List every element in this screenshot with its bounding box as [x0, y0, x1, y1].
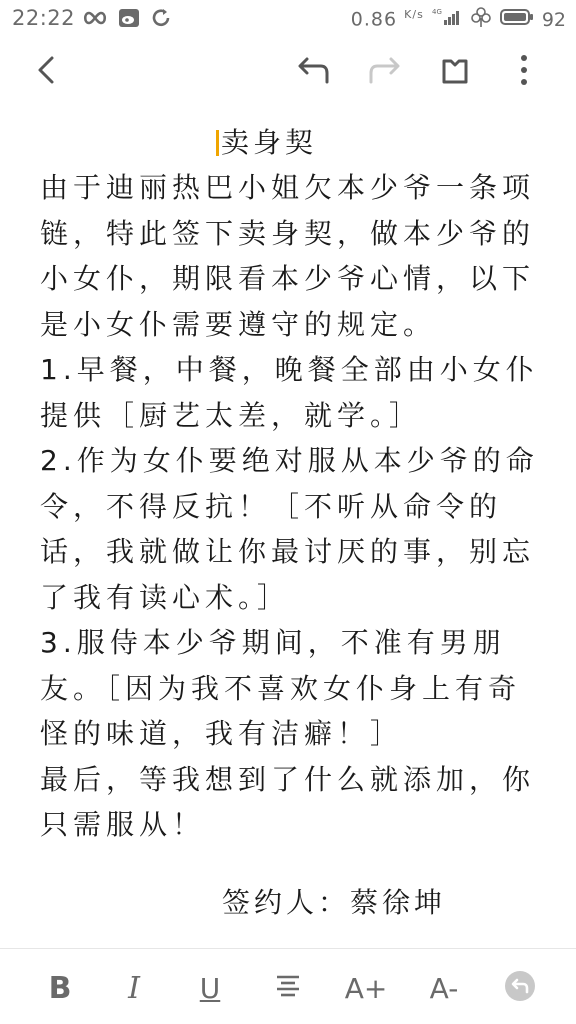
- document-signature[interactable]: 签约人：蔡徐坤: [222, 886, 447, 919]
- align-button[interactable]: [264, 964, 312, 1012]
- sync-icon: [150, 7, 172, 33]
- back-arrow-icon: [34, 55, 58, 89]
- redo-icon: [369, 56, 403, 88]
- battery-icon: [500, 8, 534, 31]
- bold-button[interactable]: B: [48, 970, 72, 1006]
- document-body[interactable]: 由于迪丽热巴小姐欠本少爷一条项链，特此签下卖身契，做本少爷的小女仆，期限看本少爷心情，以下是小女仆需要遵守的规定。 1.早餐，中餐，晚餐全部由小女仆提供［厨艺太差，就学。］ 2.作为女仆要绝对服从本少爷的命令，不得反抗！［不听从命令的话，我就做让你最讨厌的事，别忘了我有读心术。］ 3.服侍本少爷期间，不准有男朋友。［因为我不喜欢女仆身上有奇怪的味道，我有洁癖！］ 最后，等我想到了什么就添加，你只需服从！: [40, 171, 539, 841]
- status-right: [351, 6, 566, 33]
- net-speed: [351, 8, 424, 30]
- italic-button[interactable]: I: [128, 970, 140, 1006]
- document-title-text: 卖身契: [221, 126, 318, 159]
- document-title[interactable]: [216, 120, 317, 165]
- more-icon: [519, 54, 529, 90]
- status-left-icons: [82, 7, 172, 33]
- status-time: 22:22: [12, 6, 76, 30]
- redo-button[interactable]: [364, 50, 408, 94]
- font-increase-button[interactable]: A+: [344, 971, 388, 1005]
- back-button[interactable]: [24, 50, 68, 94]
- underline-button[interactable]: U: [199, 971, 221, 1005]
- bookmark-icon: [440, 55, 470, 89]
- format-toolbar: [0, 950, 576, 1024]
- editor-toolbar: [0, 40, 576, 104]
- signal-icon: [432, 6, 462, 33]
- font-decrease-button[interactable]: A-: [429, 971, 459, 1005]
- status-bar: [0, 0, 576, 38]
- undo-icon: [295, 56, 329, 88]
- bookmark-button[interactable]: [433, 50, 477, 94]
- net-speed-value: 0.86: [350, 8, 398, 31]
- weibo-icon: [118, 8, 140, 32]
- more-button[interactable]: [502, 50, 546, 94]
- text-cursor: [216, 130, 219, 156]
- clover-icon: [470, 6, 492, 33]
- battery-level: 92: [541, 8, 566, 31]
- align-center-icon: [274, 974, 302, 1002]
- undo-circle-icon: [503, 969, 537, 1007]
- infinity-icon: [82, 9, 108, 31]
- undo-circle-button[interactable]: [496, 964, 544, 1012]
- signal-label: 4G: [431, 8, 442, 16]
- net-speed-unit: K/s: [404, 8, 424, 22]
- bottom-divider: [0, 948, 576, 949]
- undo-button[interactable]: [290, 50, 334, 94]
